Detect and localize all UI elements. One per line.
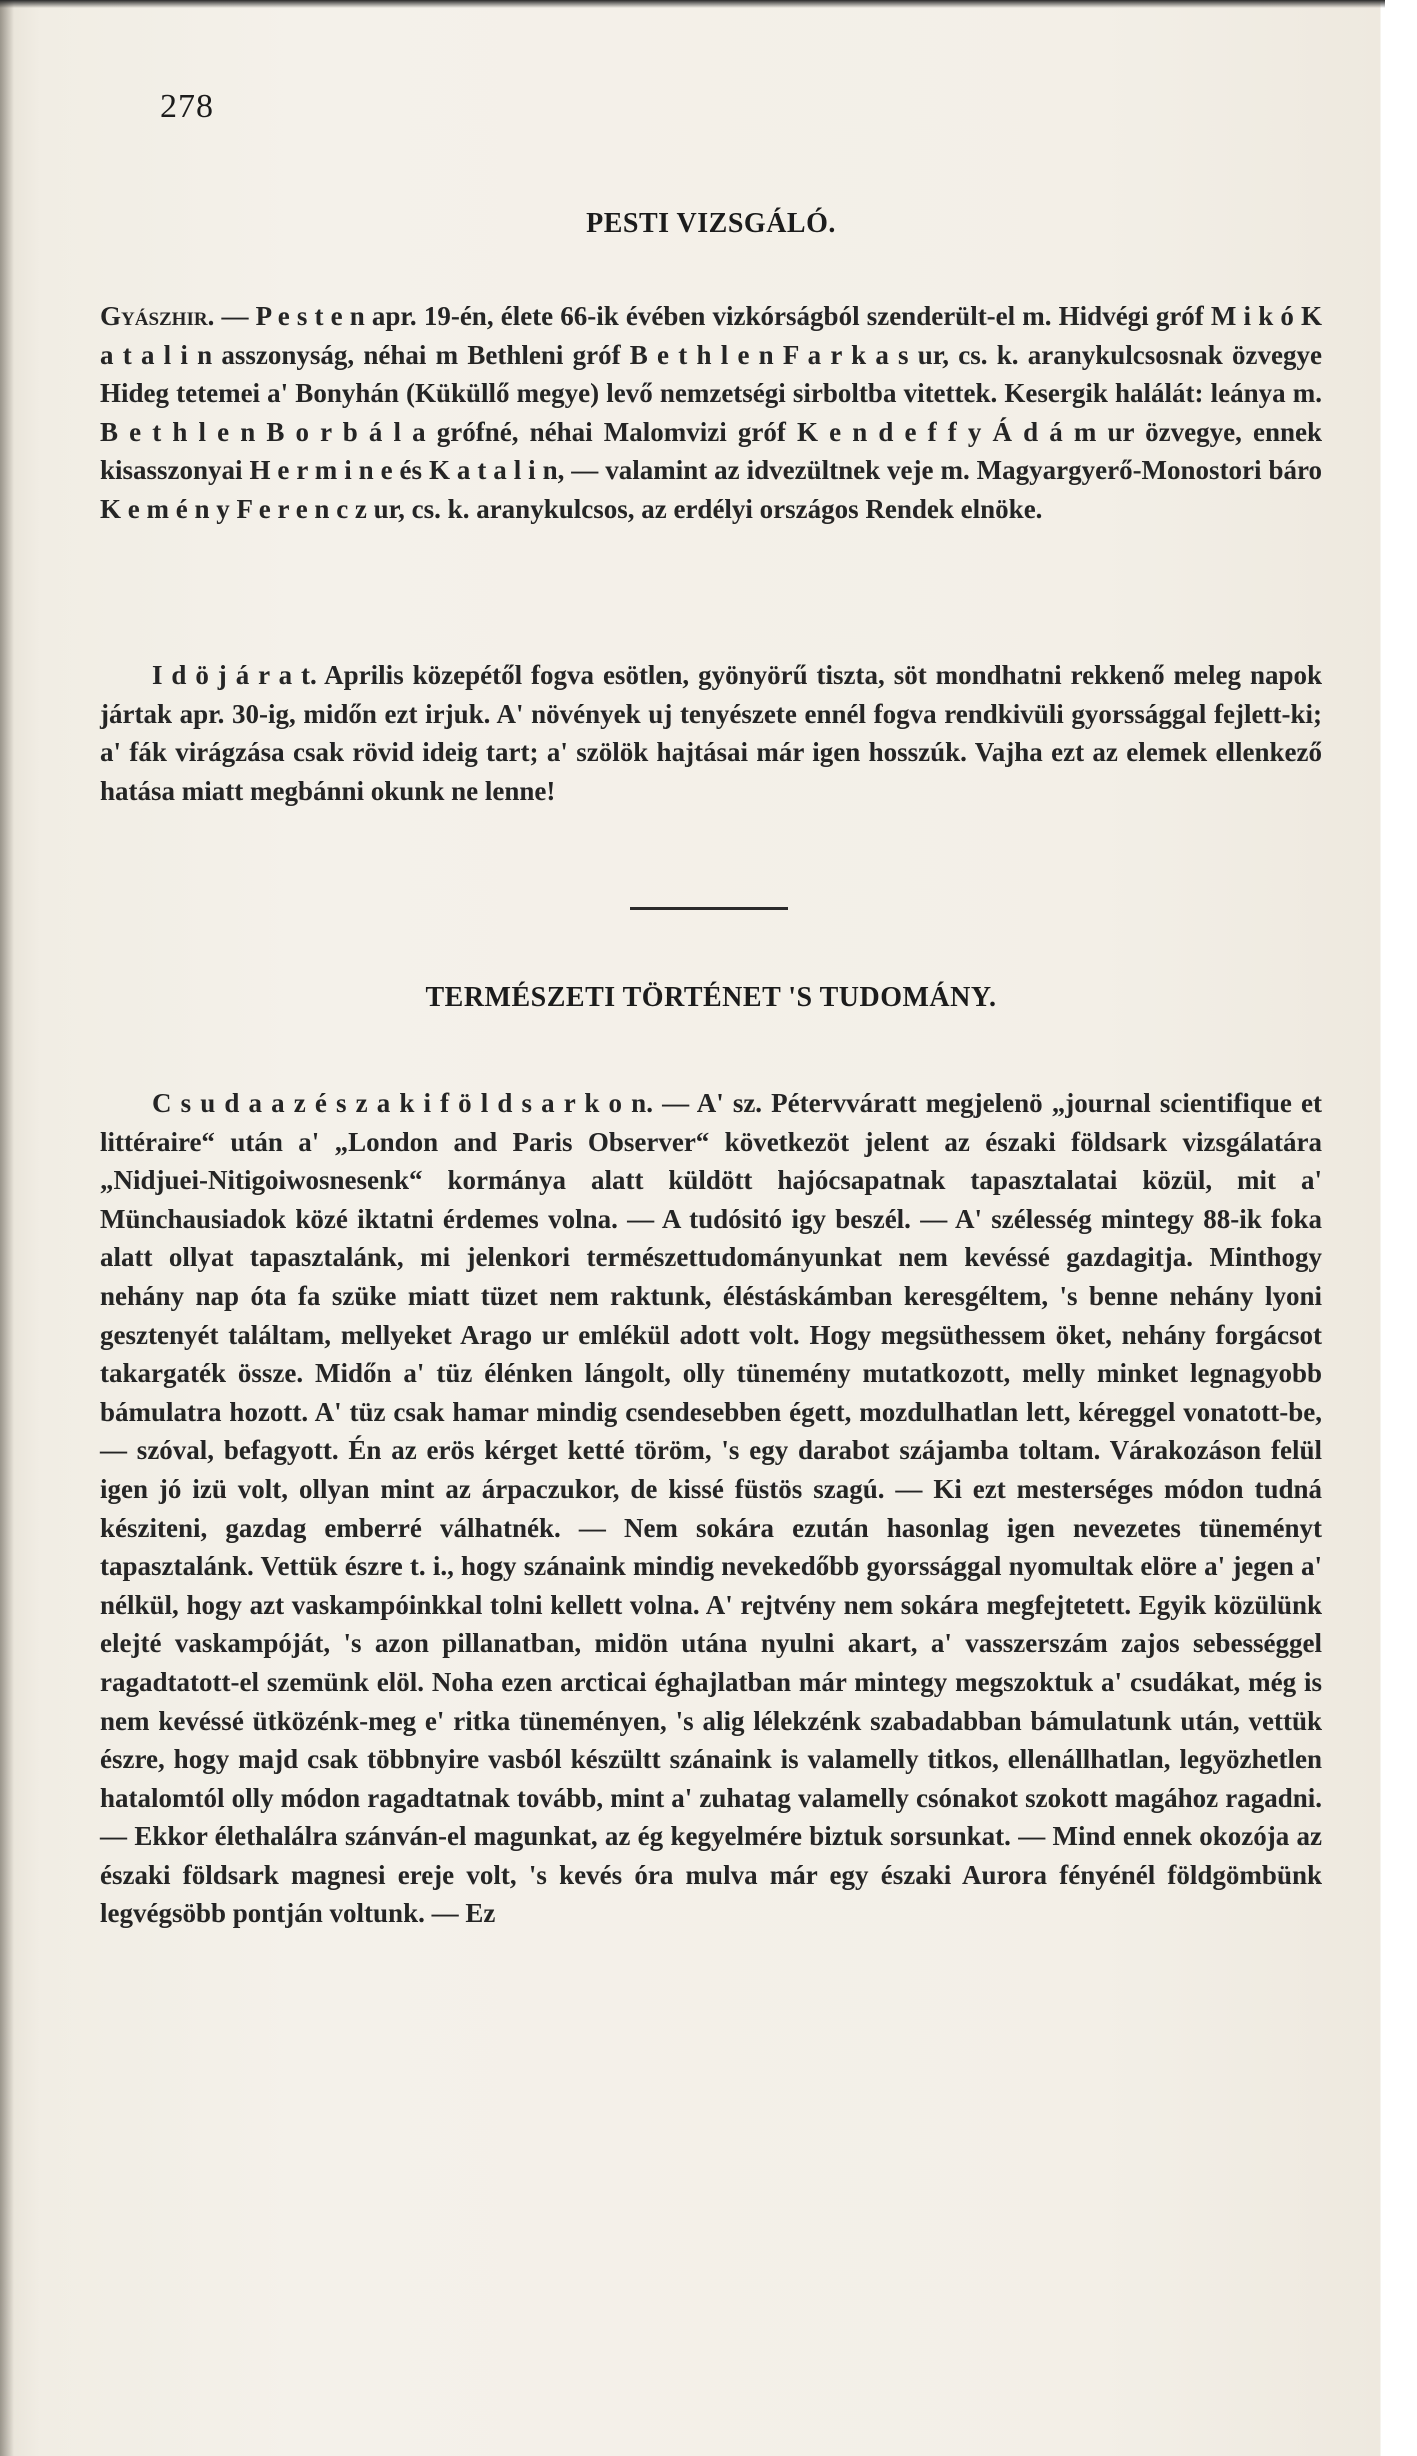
obituary-text: — P e s t e n apr. 19-én, élete 66-ik évében vizkórságból szenderült-el m. Hidvégi gróf M i k ó K a t a l i n asszonyság, néhai m Bethleni gróf B e t h l e n F a r k a s ur, cs. k. aranykulcsosnak özvegye Hideg tetemei a' Bonyhán (Küküllő megye) levő nemzetségi sirboltba vitettek. Kesergik halálát: leánya m. B e t h l e n B o r b á l a grófné, néhai Malomvizi gróf K e n d e f f y Á d á m ur özvegye, ennek kisasszonyai H e r m i n e és K a t a l i n, — valamint az idvezültnek veje m. Magyargyerő-Monostori báro K e m é n y F e r e n c z ur, cs. k. aranykulcsos, az erdélyi országos Rendek elnöke. [100,301,1322,524]
section-divider [630,907,788,910]
section-title: TERMÉSZETI TÖRTÉNET 'S TUDOMÁNY. [425,982,997,1013]
page-number: 278 [160,88,214,125]
top-edge-shadow [0,0,1385,8]
weather-paragraph: I d ö j á r a t. Aprilis közepétől fogva esötlen, gyönyörű tiszta, söt mondhatni rekkenő meleg napok jártak apr. 30-ig, midőn ezt irjuk. A' növények uj tenyészete ennél fogva rendkivüli gyorssággal fejlett-ki; a' fák virágzása csak rövid ideig tart; a' szölök hajtásai már igen hosszúk. Vajha ezt az elemek ellenkező hatása miatt megbánni okunk ne lenne! [100,660,1322,806]
obituary-paragraph [100,297,1322,529]
spine-shadow [0,0,14,2456]
north-pole-article: C s u d a a z é s z a k i f ö l d s a r k o n. — A' sz. Pétervváratt megjelenö „journal scientifique et littéraire“ után a' „London and Paris Observer“ következöt jelent az északi földsark vizsgálatára „Nidjuei-Nitigoiwosnesenk“ kormánya alatt küldött hajócsapatnak tapasztalatai közül, mit a' Münchausiadok közé iktatni érdemes volna. — A tudósitó igy beszél. — A' szélesség mintegy 88-ik foka alatt ollyat tapasztalánk, mi jelenkori természettudományunkat nem kevéssé gazdagitja. Minthogy nehány nap óta fa szüke miatt tüzet nem raktunk, éléstáskámban keresgéltem, 's benne nehány lyoni gesztenyét találtam, mellyeket Arago ur emlékül adott volt. Hogy megsüthessem öket, nehány forgácsot takargaték össze. Midőn a' tüz élénken lángolt, olly tünemény mutatkozott, melly minket legnagyobb bámulatra hozott. A' tüz csak hamar mindig csendesebben égett, mozdulhatlan lett, kéreggel vonatott-be, — szóval, befagyott. Én az erös kérget ketté töröm, 's egy darabot szájamba toltam. Várakozáson felül igen jó izü volt, ollyan mint az árpaczukor, de kissé füstös szagú. — Ki ezt mesterséges módon tudná késziteni, gazdag emberré válhatnék. — Nem sokára ezután hasonlag igen nevezetes tüneményt tapasztalánk. Vettük észre t. i., hogy szánaink mindig nevekedőbb gyorssággal nyomultak elöre a' jegen a' nélkül, hogy azt vaskampóinkkal tolni kellett volna. A' rejtvény nem sokára megfejtetett. Egyik közülünk elejté vaskampóját, 's azon pillanatban, midön utána nyulni akart, a' vasszerszám zajos sebességgel ragadtatott-el szemünk elöl. Noha ezen arcticai éghajlatban már mintegy megszoktuk a' csudákat, még is nem kevéssé ütközénk-meg e' ritka tüneményen, 's alig lélekzénk szabadabban bámulatunk után, vettük észre, hogy majd csak többnyire vasból készültt szánaink is valamelly titkos, ellenállhatlan, legyözhetlen hatalomtól olly módon ragadtatnak tovább, mint a' zuhatag valamelly csónakot szokott magához ragadni. — Ekkor élethalálra szánván-el magunkat, az ég kegyelmére biztuk sorsunkat. — Mind ennek okozója az északi földsark magnesi ereje volt, 's kevés óra mulva már egy északi Aurora fényénél földgömbünk legvégsöbb pontján voltunk. — Ez [100,1088,1322,1929]
masthead-title: PESTI VIZSGÁLÓ. [586,208,836,239]
obituary-label: Gyászhir. [100,301,215,331]
